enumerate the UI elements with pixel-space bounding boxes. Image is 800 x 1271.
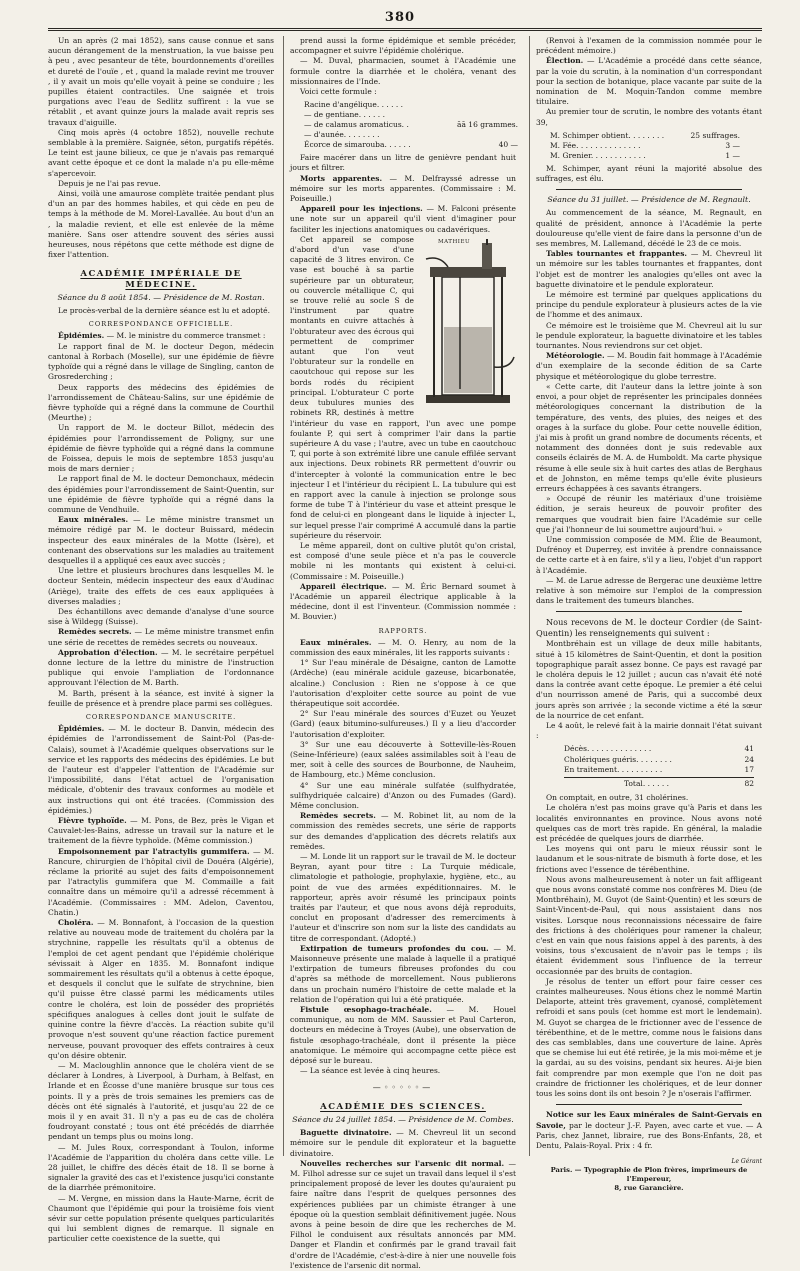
paragraph	[48, 918, 274, 1061]
paragraph	[290, 204, 516, 235]
paragraph: — M. Londe lit un rapport sur le travail de M. le docteur Beyran, ayant pour titre : La Turquie médicale, climatologie et pathologie, prophylaxie, hygiène, etc., au point de vue des armées expéditionnaires. M. le rapporteur, après avoir résumé les principaux points traités par l'auteur, et que nous avons déjà reproduits, conclut en proposant d'adresser des remerciments à l'auteur et d'inscrire son nom sur la liste des candidats au titre de correspondant. (Adopté.)	[290, 852, 516, 943]
paragraph: M. Schimper, ayant réuni la majorité absolue des suffrages, est élu.	[536, 163, 762, 184]
paragraph: Le rapport final de M. le docteur Degon, médecin cantonal à Rorbach (Moselle), sur une épidémie de fièvre typhoïde qui a régné dans le village de Singling, canton de Grosrederching ;	[48, 341, 274, 382]
paragraph: Deux rapports des médecins des épidémies de l'arrondissement de Château-Salins, sur une épidémie de fièvre typhoïde qui a régné dans la commune de Courthil (Meurthe) ;	[48, 382, 274, 423]
lead-term: Épidémies.	[58, 724, 105, 734]
paragraph-text: — M. Falconi présente une note sur un appareil qu'il vient d'imaginer pour faciliter les injections anatomiques ou cadavériques.	[290, 204, 516, 234]
paragraph	[290, 811, 516, 852]
paragraph	[48, 515, 274, 566]
ornament-divider: —◦◦◦◦◦—	[372, 1082, 434, 1092]
paragraph: Faire macérer dans un litre de genièvre pendant huit jours et filtrer.	[290, 153, 516, 173]
vote-row: M. Grenier. . . . . . . . . . . . 1 —	[550, 150, 740, 160]
paragraph: Au premier tour de scrutin, le nombre des votants étant 39,	[536, 107, 762, 127]
table-row: Décès. . . . . . . . . . . . . . 41	[564, 744, 754, 754]
apparatus-base	[426, 395, 510, 403]
paragraph-text: — M. Pons, de Bez, près le Vigan et Cauvalet-les-Bains, adresse un travail sur la nature et le traitement de la fièvre typhoïde. (Même commission.)	[48, 816, 274, 846]
paragraph-text: — M. Boudin fait hommage à l'Académie d'un exemplaire de la seconde édition de sa Carte physique et météorologique du globe terrestre.	[536, 351, 762, 381]
paragraph: Nous avons malheureusement à noter un fait affligeant que nous avons constaté comme nos confrères M. Dieu (de Montbréhain), M. Guyot (de Saint-Quentin) et les sœurs de Saint-Vincent-de-Paul, qui nous assistaient dans nos visites. Lorsque nous reconnaissions nécessaire de faire des frictions à des cholériques pour ramener la chaleur, c'est en vain que nous faisions appel à des parents, à des voisins, tous s'excusaient de n'avoir pas le temps ; ils étaient évidemment sous l'influence de la terreur occasionnée par des bruits de contagion.	[536, 874, 762, 976]
paragraph	[48, 648, 274, 689]
colophon	[536, 1157, 762, 1193]
paragraph: — M. de Larue adresse de Bergerac une deuxième lettre relative à son mémoire sur l'emploi de la compression dans le traitement des tumeurs blanches.	[536, 575, 762, 606]
engraver-label: MATHIEU	[438, 238, 471, 245]
lead-term: Élection.	[546, 56, 584, 66]
session-heading: Séance du 8 août 1854. — Présidence de M. Rostan.	[57, 292, 265, 302]
paragraph	[290, 638, 516, 658]
column-divider	[529, 36, 530, 1156]
paragraph: Une lettre et plusieurs brochures dans lesquelles M. le docteur Sentein, médecin inspecteur des eaux d'Audinac (Ariège), traite des effets de ces eaux appliquées à diverses maladies ;	[48, 566, 274, 606]
paragraph: — M. Vergne, en mission dans la Haute-Marne, écrit de Chaumont que l'épidémie qui pour la troisième fois vient sévir sur cette population présente quelques particularités qui lui semblent dignes de remarque. Il signale en particulier cette coexistence de la suette, qui	[48, 1193, 274, 1244]
section-title-academie-sciences: ACADÉMIE DES SCIENCES.	[320, 1101, 486, 1112]
apparatus-nozzle	[494, 357, 514, 367]
paragraph	[536, 249, 762, 290]
paragraph: Depuis je ne l'ai pas revue.	[58, 178, 161, 188]
lead-term: Nouvelles recherches sur l'arsenic dit normal.	[300, 1158, 505, 1168]
paragraph: Cet appareil se compose d'abord d'un vase d'une capacité de 3 litres environ. Ce vase est bouché à sa partie supérieure par un obturateur, ou couvercle métallique C, qui se trouve relié au socle S de l'instrument par quatre montants en cuivre attachés à l'obturateur avec des écrous qui permettent de comprimer autant que l'on veut l'obturateur sur la rondelle en caoutchouc qui repose sur les bords rodés du récipient principal. L'obturateur C porte deux tubulures munies des robinets RR, destinés à mettre l'intérieur du vase en rapport, l'un avec une pompe foulante P, qui sert à comprimer l'air dans la partie supérieure A du vase ; l'autre, avec un tube en caoutchouc T, qui porte à son extrémité libre une canule effilée servant aux injections. Deux robinets RR permettent d'ouvrir ou d'intercepter à volonté la communication entre le bec injecteur I et l'intérieur du récipient L. La tubulure qui est en rapport avec la canule à injection se prolonge sous forme de tube T à l'intérieur du vase et atteint presque le fond de celui-ci en plongeant dans le liquide à injecter L, sur lequel presse l'air comprimé A accumulé dans la partie supérieure du réservoir.	[290, 234, 516, 540]
lead-term: Météorologie.	[546, 351, 605, 361]
recipe-row: Racine d'angélique. . . . . .	[304, 100, 404, 110]
paragraph	[290, 1005, 516, 1066]
paragraph: 1° Sur l'eau minérale de Désaigne, canton de Lamotte (Ardèche) (eau minérale acidule gazeuse, bicarbonatée, alcaline.) Conclusion : Rien ne s'oppose à ce que l'autorisation d'exploiter cette source au point de vue thérapeutique soit accordée.	[290, 658, 516, 708]
paragraph: 3° Sur une eau découverte à Sotteville-lès-Rouen (Seine-Inférieure) (eaux salées assimilables soit à l'eau de mer, soit à celle des sources de Bourbonne, de Nauheim, de Hambourg, etc.) Même conclusion.	[290, 739, 516, 780]
paragraph	[290, 1159, 516, 1271]
apparatus-engraving	[420, 237, 516, 407]
lead-term: Morts apparentes.	[300, 173, 383, 183]
column-left	[48, 36, 274, 1244]
vote-row: M. Fée. . . . . . . . . . . . . . 3 —	[550, 140, 740, 150]
notice-paragraph	[536, 1110, 762, 1151]
separator	[556, 1104, 742, 1105]
paragraph: On comptait, en outre, 31 cholérines.	[546, 793, 689, 803]
paragraph-text: — M. Éric Bernard soumet à l'Académie un appareil électrique applicable à la médecine, dont il est l'inventeur. (Commission nommée : M. Bouvier.)	[290, 581, 516, 622]
subsection-title: CORRESPONDANCE MANUSCRITE.	[85, 713, 237, 721]
paragraph-text: — M. Bonnafont, à l'occasion de la question relative au nouveau mode de traitement du choléra par la strychnine, rappelle les résultats qu'il a obtenus de l'emploi de cet agent pendant que l'épidémie cholérique sévissait à Alger en 1835. M. Bonnafont indique sommairement les résultats qu'il a obtenus à cette époque, et desquels il conclut que le sulfate de strychnine, bien qu'il puisse être classé parmi les médicaments utiles contre le choléra, est loin de posséder des propriétés spécifiques analogues à celles dont jouit le sulfate de quinine contre la fièvre d'accès. La réaction subite qu'il provoque n'est souvent qu'une réaction factice purement nerveuse, pouvant provoquer des effets contraires à ceux qu'on désire obtenir.	[48, 918, 274, 1060]
paragraph: Un an après (2 mai 1852), sans cause connue et sans aucun dérangement de la menstruation, la vue baisse peu à peu , avec pesanteur de tête, bourdonnements d'oreilles et dureté de l'ouïe , et , quand la malade revint me trouver , il y avait un mois qu'elle voyait à peine se conduire ; les pupilles étaient contractiles. Une saignée et trois purgations avec l'eau de Sedlitz suffirent : la vue se rétablit , et avant quinze jours la malade avait repris ses travaux d'aiguille.	[48, 36, 274, 127]
apparatus-pump	[482, 243, 492, 269]
paragraph: — La séance est levée à cinq heures.	[300, 1066, 441, 1076]
paragraph: Voici cette formule :	[300, 87, 377, 97]
paragraph: 2° Sur l'eau minérale des sources d'Euzet ou Yeuzet (Gard) (eaux bitumino-sulfureuses.) Il y a lieu d'accorder l'autorisation d'exploiter.	[290, 709, 516, 739]
lead-term: Tables tournantes et frappantes.	[546, 249, 688, 259]
cholera-statistics-table	[564, 744, 754, 789]
paragraph-text: — Le même ministre transmet enfin une série de recettes de remèdes secrets ou nouveaux.	[48, 627, 274, 647]
paragraph: Le rapport final de M. le docteur Demonchaux, médecin des épidémies pour l'arrondissement de Saint-Quentin, sur une épidémie de fièvre typhoïde qui a régné dans la commune de Vendhuile.	[48, 474, 274, 514]
table-total-row: Total. . . . . . 82	[564, 777, 754, 789]
vote-list	[550, 131, 762, 161]
lead-term: Eaux minérales.	[300, 637, 372, 647]
lead-term: Approbation d'élection.	[58, 647, 158, 657]
paragraph: — M. Jules Roux, correspondant à Toulon, informe l'Académie de l'apparition du choléra dans cette ville. Le 28 juillet, le chiffre des décès était de 18. Il se borne à signaler la gravité des cas et l'existence jusqu'ici constante de la diarrhée prémonitoire.	[48, 1142, 274, 1193]
apparatus-liquid	[444, 327, 492, 393]
recipe-row: — de calamus aromaticus. . āā 16 grammes.	[304, 120, 518, 130]
paragraph: Le choléra n'est pas moins grave qu'à Paris et dans les localités environnantes en province. Nous avons noté quelques cas de mort très rapide. En général, la maladie est précédée de quelques jours de diarrhée.	[536, 803, 762, 844]
injection-apparatus-illustration	[420, 237, 516, 415]
lead-term: Extirpation de tumeurs profondes du cou.	[300, 943, 489, 953]
paragraph: Le même appareil, dont on cultive plutôt qu'on cristal, est composé d'une seule pièce et n'a pas le couvercle mobile ni les montants qui existent à celui-ci. (Commissaire : M. Poiseuille.)	[290, 540, 516, 581]
paragraph-text: — M. le ministre du commerce transmet :	[104, 331, 266, 341]
paragraph-text: — Le même ministre transmet un mémoire rédigé par M. le docteur Buissard, médecin inspecteur des eaux minérales de la Motte (Isère), et contenant des observations sur les maladies au traitement desquelles il a appliqué ces eaux avec succès ;	[48, 515, 274, 565]
paragraph	[48, 724, 274, 816]
lead-term: Fistule œsophago-trachéale.	[300, 1005, 432, 1015]
section-title-academie-medecine: ACADÉMIE IMPÉRIALE DE MÉDECINE.	[80, 269, 242, 290]
paragraph: — M. Macloughlin annonce que le choléra vient de se déclarer à Londres, à Liverpool, à Durham, à Belfast, en Irlande et en Écosse d'une manière brusque sur tous ces points. Il y a près de trois semaines les premiers cas de décès ont été signalés à l'autorité, et jusqu'au 22 de ce mois il y en avait 31. Il n'y a pas eu de cas de choléra foudroyant constaté ; tous ont été précédés de diarrhée pendant un temps plus ou moins long.	[48, 1060, 274, 1142]
table-row: Cholériques guéris. . . . . . . . 24	[564, 754, 754, 764]
lead-term: Appareil électrique.	[300, 581, 387, 591]
apparatus-lid	[430, 267, 506, 277]
paragraph	[536, 56, 762, 107]
paragraph: Ce mémoire est le troisième que M. Chevreul ait lu sur le pendule explorateur, la baguette divinatoire et les tables tournantes. Nous reviendrons sur cet objet.	[536, 320, 762, 351]
paragraph-text: — M. Chevreul lit un mémoire sur les tables tournantes et frappantes, dont l'objet est de montrer les analogies qu'elles ont avec la baguette divinatoire et le pendule explorateur.	[536, 249, 762, 289]
paragraph: (Renvoi à l'examen de la commission nommée pour le précédent mémoire.)	[536, 36, 762, 56]
paragraph-text: par le docteur J.-F. Payen, avec carte et vue. — A Paris, chez Jannet, libraire, rue des Bons-Enfants, 28, et Dentu, Palais-Royal. Prix : 4 fr.	[536, 1120, 762, 1150]
header-rule	[48, 28, 762, 31]
separator	[556, 189, 742, 190]
recipe-row: — d'aunée. . . . . . . .	[304, 130, 380, 140]
paragraph: Au commencement de la séance, M. Regnault, en qualité de président, annonce à l'Académie la perte douloureuse qu'elle vient de faire dans la personne d'un de ses membres, M. Lallemand, décédé le 23 de ce mois.	[536, 208, 762, 249]
lead-term: Fièvre typhoïde.	[58, 816, 127, 826]
paragraph-text: — M. Robinet lit, au nom de la commission des remèdes secrets, une série de rapports sur des demandes d'application des décrets relatifs aux remèdes.	[290, 811, 516, 851]
paragraph-text: — M. Rancure, chirurgien de l'hôpital civil de Douéra (Algérie), réclame la priorité au sujet des faits d'empoisonnement par l'atractylis gummifera que M. Commaille a fait connaître dans un mémoire qu'il a adressé récemment à l'Académie. (Commissaires : MM. Adelon, Caventou, Chatin.)	[48, 846, 274, 917]
paragraph	[48, 816, 274, 847]
lead-term: Notice sur les Eaux minérales de Saint-Gervais en Savoie,	[536, 1110, 762, 1130]
subsection-title: CORRESPONDANCE OFFICIELLE.	[88, 320, 234, 329]
paragraph	[290, 1128, 516, 1159]
paragraph	[48, 627, 274, 647]
paragraph-text: — M. Chevreul lit un second mémoire sur le pendule dit explorateur et la baguette divinatoire.	[290, 1128, 516, 1158]
gerant-label: Le Gérant	[731, 1158, 762, 1166]
paragraph: Cinq mois après (4 octobre 1852), nouvelle rechute semblable à la première. Saignée, séton, purgatifs répétés. Le teint est jaune bilieux, ce que je n'avais pas remarqué avant cette époque et ce dont la malade n'a pu elle-même s'apercevoir.	[48, 127, 274, 178]
column-right	[536, 36, 762, 1193]
paragraph	[536, 351, 762, 382]
recipe-row: Écorce de simarouba. . . . . . 40 —	[304, 140, 518, 150]
paragraph: Le procès-verbal de la dernière séance est lu et adopté.	[58, 306, 270, 316]
paragraph: « Cette carte, dit l'auteur dans la lettre jointe à son envoi, a pour objet de représenter les principales données météorologiques concernant la distribution de la température, des vents, des pluies, des neiges et des orages à la surface du globe. Pour cette nouvelle édition, j'ai mis à profit un grand nombre de documents récents, et notamment des données dont je suis redevable aux conseils éclairés de M. A. de Humboldt. Ma carte physique résume à elle seule six à huit cartes des atlas de Berghaus et de Johnston, en même temps qu'elle évite plusieurs erreurs échappées à ces savants étrangers.	[536, 381, 762, 493]
paragraph-text: — M. Delfrayssé adresse un mémoire sur les morts apparentes. (Commissaire : M. Poiseuille.)	[290, 173, 516, 204]
column-middle	[290, 36, 518, 1270]
paragraph	[290, 944, 516, 1005]
table-row: En traitement. . . . . . . . . . 17	[564, 764, 754, 774]
lead-term: Choléra.	[58, 918, 94, 928]
paragraph	[290, 174, 516, 205]
paragraph: Des échantillons avec demande d'analyse d'une source sise à Wildegg (Suisse).	[48, 606, 274, 627]
paragraph-text: — M. Maisonneuve présente une malade à laquelle il a pratiqué l'extirpation de tumeurs fibreuses profondes du cou d'après sa méthode de morcellement. Nous publierons dans un prochain numéro l'histoire de cette malade et la relation de l'opération qui lui a été pratiquée.	[290, 943, 516, 1004]
paragraph: Une commission composée de MM. Élie de Beaumont, Dufrénoy et Duperrey, est invitée à prendre connaissance de cette carte et à en faire, s'il y a lieu, l'objet d'un rapport à l'Académie.	[536, 534, 762, 575]
lead-term: Baguette divinatoire.	[300, 1128, 392, 1138]
paragraph: Nous recevons de M. le docteur Cordier (de Saint-Quentin) les renseignements qui suivent :	[536, 617, 762, 639]
lead-term: Épidémies.	[58, 331, 105, 341]
paragraph: Je résolus de tenter un effort pour faire cesser ces craintes malheureuses. Nous étions chez le nommé Martin Delaporte, atteint très gravement, cyanosé, complètement refroidi et sans pouls (cet homme est mort le lendemain). M. Guyot se chargea de le frictionner avec de l'essence de térébenthine, et de le mettre, comme nous le faisions dans des cas semblables, dans une couverture de laine. Après que se chemise lui eut été retirée, je la mis moi-même et je la gardai, au su des voisins, pendant six heures. Ai-je bien fait comprendre par mon exemple que l'on ne doit pas craindre de frictionner les cholériques, et de leur donner tous les soins dont ils ont besoin ? Je n'oserais l'affirmer.	[536, 976, 762, 1099]
paragraph: Le 4 août, le relevé fait à la mairie donnait l'état suivant :	[536, 720, 762, 741]
paragraph: Ainsi, voilà une amaurose complète traitée pendant plus d'un an par des hommes habiles, et qui cède en peu de temps à la méthode de M. Morel-Lavallée. Au bout d'un an , la maladie revient, et elle est enlevée de la même manière. Sans oser attendre souvent des séries aussi heureuses, nous répétons que cette méthode est digne de fixer l'attention.	[48, 189, 274, 260]
apparatus-hose	[426, 258, 448, 267]
paragraph-text: — L'Académie a procédé dans cette séance, par la voie du scrutin, à la nomination d'un correspondant pour la section de botanique, place vacante par suite de la nomination de M. Moquin-Tandon comme membre titulaire.	[536, 56, 762, 107]
paragraph-text: — M. le secrétaire perpétuel donne lecture de la lettre du ministre de l'instruction publique qui envoie l'ampliation de l'ordonnance approuvant l'élection de M. Barth.	[48, 647, 274, 688]
paragraph-text: — M. Filhol adresse sur ce sujet un travail dans lequel il s'est principalement proposé de lever les doutes qu'auraient pu faire naître dans l'esprit de quelques personnes des expériences publiées par un chimiste étranger à une époque où la question semblait définitivement jugée. Nous avons à peine besoin de dire que les recherches de M. Filhol le conduisent aux résultats annoncés par MM. Danger et Flandin et confirmés par le grand travail fait d'ordre de l'Académie, c'est-à-dire à nier une nouvelle fois l'existence de l'arsenic dit normal.	[290, 1158, 516, 1270]
recipe-row: — de gentiane. . . . . .	[304, 110, 385, 120]
paragraph-text: — M. Houel communique, au nom de MM. Saussier et Paul Carteron, docteurs en médecine à Troyes (Aube), une observation de fistule œsophago-trachéale, dont il présente la pièce anatomique. Le mémoire qui accompagne cette pièce est déposé sur le bureau.	[290, 1005, 516, 1066]
lead-term: Empoisonnement par l'atractylis gummifera.	[58, 846, 250, 856]
paragraph: 4° Sur une eau minérale sulfatée (sulfhydratée, sulfhydriquée calcaire) d'Anzon ou des Fumades (Gard). Même conclusion.	[290, 780, 516, 811]
session-heading: Séance du 24 juillet 1854. — Présidence de M. Combes.	[292, 1114, 514, 1124]
lead-term: Eaux minérales.	[58, 515, 129, 525]
column-divider	[283, 36, 284, 1156]
paragraph: prend aussi la forme épidémique et semble précéder, accompagner et suivre l'épidémie cholérique.	[290, 36, 516, 56]
recipe-list	[304, 100, 516, 150]
paragraph: Montbréhain est un village de deux mille habitants, situé à 15 kilomètres de Saint-Quentin, et dont la position topographique paraît assez bonne. Ce pays est ravagé par le choléra depuis le 12 juillet ; aucun cas n'avait été noté dans la contrée avant cette époque. Le premier a été celui d'un nourrisson amené de Paris, qui a succombé deux jours après son arrivée ; la seconde victime a été la sœur de la nourrice de cet enfant.	[536, 639, 762, 720]
paragraph: Les moyens qui ont paru le mieux réussir sont le laudanum et le sous-nitrate de bismuth à forte dose, et les frictions avec l'essence de térébenthine.	[536, 844, 762, 874]
paragraph: M. Barth, présent à la séance, est invité à signer la feuille de présence et à prendre place parmi ses collègues.	[48, 688, 274, 708]
paragraph: Un rapport de M. le docteur Billot, médecin des épidémies pour l'arrondissement de Poligny, sur une épidémie de fièvre typhoïde qui a régné dans la commune de Foissea, depuis le mois de septembre 1853 jusqu'au mois de mars dernier ;	[48, 423, 274, 474]
lead-term: Remèdes secrets.	[300, 811, 376, 821]
vote-row: M. Schimper obtient. . . . . . . . 25 suffrages.	[550, 130, 740, 140]
lead-term: Appareil pour les injections.	[300, 204, 423, 214]
paragraph: — M. Duval, pharmacien, soumet à l'Académie une formule contre la diarrhée et le choléra, venant des missionnaires de l'Inde.	[290, 56, 516, 86]
page-header	[0, 6, 800, 25]
paragraph	[48, 847, 274, 918]
printer-address: 8, rue Garancière.	[614, 1184, 684, 1193]
printer-line: Paris. — Typographie de Plon frères, imprimeurs de l'Empereur,	[550, 1166, 748, 1184]
paragraph-text: — M. le docteur B. Danvin, médecin des épidémies de l'arrondissement de Saint-Pol (Pas-de-Calais), soumet à l'Académie quelques observations sur le service et les rapports des médecins des épidémies. Le but de l'auteur est d'appeler l'attention de l'Académie sur l'impossibilité, dans l'état actuel de l'organisation médicale, d'obtenir des travaux conformes au modèle et aux instructions qui ont été tracées. (Commission des épidémies.)	[48, 724, 274, 815]
subsection-title: RAPPORTS.	[378, 626, 428, 635]
lead-term: Remèdes secrets.	[58, 627, 132, 637]
paragraph	[290, 582, 516, 623]
paragraph-text: — M. O. Henry, au nom de la commission des eaux minérales, lit les rapports suivants :	[290, 637, 516, 657]
session-heading: Séance du 31 juillet. — Présidence de M. Regnault.	[547, 195, 751, 205]
paragraph: Le mémoire est terminé par quelques applications du principe du pendule explorateur à plusieurs actes de la vie de l'homme et des animaux.	[536, 290, 762, 320]
separator	[556, 611, 742, 612]
paragraph: » Occupé de réunir les matériaux d'une troisième édition, je serais heureux de pouvoir profiter des remarques que voudrait bien faire l'Académie sur celle que j'ai l'honneur de lui soumettre aujourd'hui. »	[536, 494, 762, 534]
page-number: 380	[384, 10, 416, 25]
paragraph	[48, 331, 274, 341]
